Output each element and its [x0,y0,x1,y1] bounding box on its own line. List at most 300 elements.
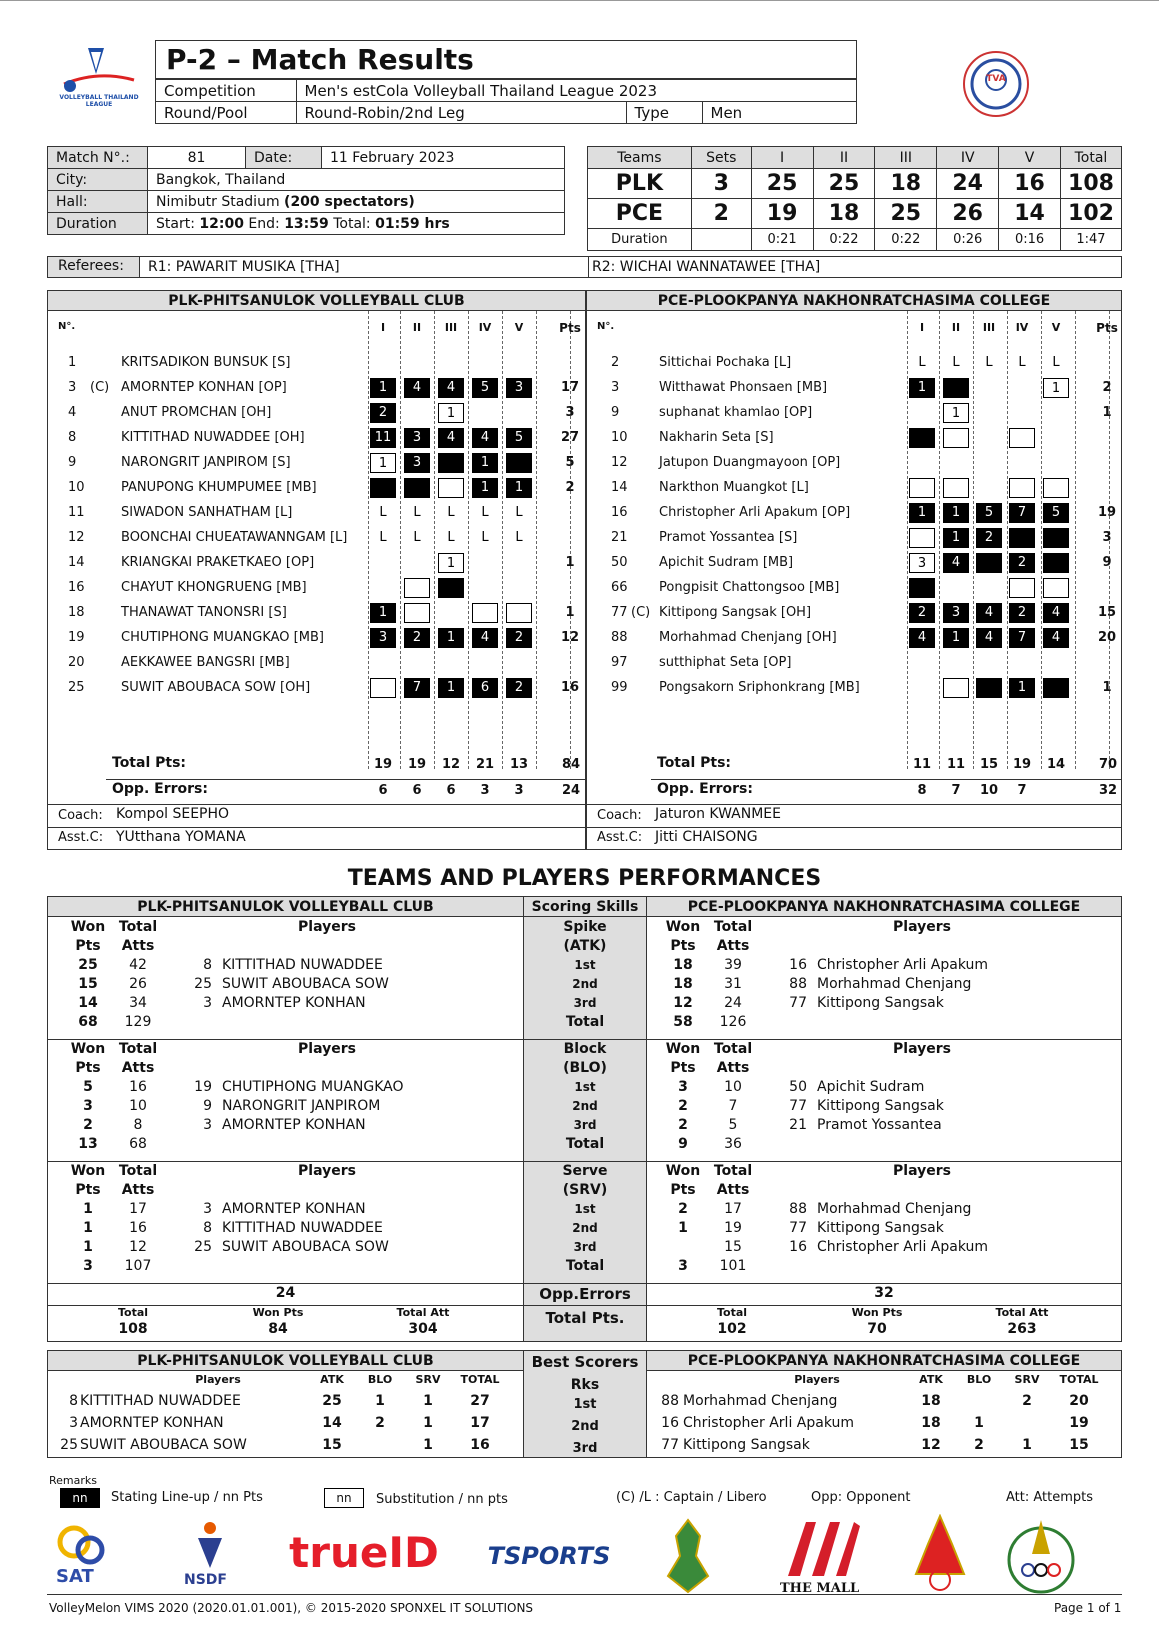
set-cell: 5 [506,428,532,448]
player-row [48,426,585,451]
best-stat: 27 [470,1393,490,1409]
total-atts-value: 8 [133,1117,143,1133]
set-cell: 7 [404,678,430,698]
opp-error-value: 3 [480,783,490,798]
player-captain: (C) [631,605,651,620]
set-total: 21 [475,757,495,772]
set-cell: L [413,530,421,545]
set-total: 11 [912,757,932,772]
score-header: Total [1060,147,1121,169]
set-cell: 3 [404,453,430,473]
player-name: BOONCHAI CHUEATAWANNGAM [L] [121,530,348,545]
pts-label: Pts [75,938,101,954]
player-points: 2 [565,480,575,495]
set-total: 15 [979,757,999,772]
player-name: Nakharin Seta [S] [659,430,774,445]
player-number: 3 [611,380,620,395]
won-pts-value: 12 [673,995,693,1011]
total-label: Total [118,1041,158,1057]
set-cell [404,478,430,498]
player-row [48,451,585,476]
player-points: 17 [560,380,580,395]
player-number: 4 [68,405,77,420]
player-points: 1 [565,555,575,570]
remark-captain-text: (C) /L : Captain / Libero [616,1490,767,1505]
set-cell: L [985,355,993,370]
player-name: Pongsakorn Sriphonkrang [MB] [659,680,860,695]
best-stat: 1 [423,1437,433,1453]
player-row [587,451,1121,476]
set-header: III [444,321,458,334]
best-player-number: 3 [69,1415,78,1431]
perf-player-number: 77 [789,1098,807,1114]
best-stat: 12 [921,1437,941,1453]
player-row [48,626,585,651]
set-total: 11 [946,757,966,772]
best-col-header: Players [794,1373,840,1386]
set-cell: 1 [943,403,969,423]
set-header: IV [1015,321,1029,334]
best-col-header: Players [195,1373,241,1386]
set-cell: 6 [472,678,498,698]
won-pts-value: 1 [83,1239,93,1255]
perf-player-number: 25 [194,976,212,992]
rank-label: 1st [574,1202,596,1216]
players-label: Players [298,1163,356,1179]
won-pts-value: 3 [83,1098,93,1114]
player-row [587,426,1121,451]
total-atts-value: 16 [129,1079,147,1095]
player-name: THANAWAT TANONSRI [S] [121,605,287,620]
set-cell: 1 [1009,678,1035,698]
set-cell: 3 [943,603,969,623]
perf-player-number: 88 [789,1201,807,1217]
summary-value: 84 [268,1321,288,1337]
won-pts-value: 14 [78,995,98,1011]
best-scorers [47,1350,1122,1458]
best-stat: 1 [375,1393,385,1409]
number-header: N°. [597,321,615,332]
total-atts-value: 24 [724,995,742,1011]
remark-sub-box: nn [324,1488,364,1508]
score-header: III [875,147,937,169]
player-number: 21 [611,530,628,545]
rank-label: 3rd [573,1118,597,1132]
skill-code: (ATK) [563,938,607,954]
opp-error-value: 32 [1098,783,1118,798]
player-name: AMORNTEP KONHAN [OP] [121,380,287,395]
player-number: 18 [68,605,85,620]
best-col-header: TOTAL [460,1373,500,1386]
svg-text:SAT: SAT [56,1566,94,1587]
perf-player-number: 88 [789,976,807,992]
set-cell: 1 [472,478,498,498]
trueid-logo: trueID [289,1527,439,1577]
best-player-number: 8 [69,1393,78,1409]
player-number: 97 [611,655,628,670]
total-atts-total: 107 [124,1258,152,1274]
best-stat: 15 [1069,1437,1089,1453]
set-score: 14 [999,199,1061,229]
player-name: Pramot Yossantea [S] [659,530,798,545]
score-header: Sets [691,147,751,169]
won-pts-value: 1 [83,1201,93,1217]
pts-label: Pts [75,1182,101,1198]
set-cell: 2 [1009,553,1035,573]
perf-player-name: AMORNTEP KONHAN [222,1201,366,1217]
player-number: 11 [68,505,85,520]
svg-text:THE MALL: THE MALL [780,1581,860,1596]
set-cell: 3 [370,628,396,648]
won-pts-value: 2 [678,1201,688,1217]
best-player-name: Morhahmad Chenjang [683,1393,838,1409]
best-player-name: Christopher Arli Apakum [683,1415,855,1431]
perf-player-number: 77 [789,1220,807,1236]
won-pts-value: 2 [678,1117,688,1133]
set-cell: 4 [976,628,1002,648]
best-stat: 20 [1069,1393,1089,1409]
set-cell: 4 [438,428,464,448]
set-duration: 0:22 [813,229,875,251]
pts-label: Pts [670,938,696,954]
set-duration: 0:26 [937,229,999,251]
player-name: Morhahmad Chenjang [OH] [659,630,837,645]
player-name: suphanat khamlao [OP] [659,405,813,420]
set-cell: 4 [472,628,498,648]
set-cell: 2 [909,603,935,623]
atts-label: Atts [121,1060,155,1076]
svg-text:NSDF: NSDF [184,1572,227,1588]
crest-logo-1 [660,1516,716,1596]
best-player-name: AMORNTEP KONHAN [80,1415,224,1431]
set-cell: 4 [943,553,969,573]
player-row [587,476,1121,501]
perf-player-number: 16 [789,957,807,973]
player-number: 20 [68,655,85,670]
set-cell: 4 [1043,603,1069,623]
skill-code: (BLO) [563,1060,607,1076]
perf-player-name: CHUTIPHONG MUANGKAO [222,1079,404,1095]
score-header: I [751,147,813,169]
set-cell: 1 [943,528,969,548]
best-stat: 19 [1069,1415,1089,1431]
best-col-header: SRV [415,1373,441,1386]
pts-label: Pts [670,1060,696,1076]
perf-player-name: AMORNTEP KONHAN [222,995,366,1011]
set-score: 18 [875,169,937,199]
best-player-name: KITTITHAD NUWADDEE [80,1393,241,1409]
set-cell: 1 [909,378,935,398]
player-points: 1 [565,605,575,620]
remark-opp-text: Opp: Opponent [811,1490,911,1505]
player-number: 50 [611,555,628,570]
set-cell [472,603,498,623]
coach-label: Coach: [597,808,642,823]
set-cell [943,428,969,448]
won-label: Won [665,1041,701,1057]
won-pts-value: 5 [83,1079,93,1095]
total-atts-value: 42 [129,957,147,973]
total-atts-total: 126 [719,1014,747,1030]
player-number: 19 [68,630,85,645]
set-cell: 5 [472,378,498,398]
summary-label: Total [716,1306,748,1319]
player-number: 14 [611,480,628,495]
player-row [48,551,585,576]
opp-error-value: 6 [412,783,422,798]
total-atts-value: 19 [724,1220,742,1236]
set-cell [1009,578,1035,598]
best-rank: 1st [573,1397,597,1412]
pts-label: Pts [75,1060,101,1076]
player-row [587,651,1121,676]
set-cell: L [515,530,523,545]
summary-value: 108 [118,1321,148,1337]
set-score: 25 [813,169,875,199]
set-total: 70 [1098,757,1118,772]
best-player-number: 88 [661,1393,679,1409]
best-rank: 3rd [572,1441,598,1456]
remark-start-text: Stating Line-up / nn Pts [111,1490,263,1505]
asst-coach-name: Jitti CHAISONG [655,829,758,845]
score-header: Teams [588,147,692,169]
perf-team-a: PLK-PHITSANULOK VOLLEYBALL CLUB [48,897,523,917]
set-cell [976,553,1002,573]
player-number: 12 [611,455,628,470]
won-pts-total: 3 [83,1258,93,1274]
player-row [48,376,585,401]
best-team-a: PLK-PHITSANULOK VOLLEYBALL CLUB [48,1351,523,1371]
rank-label: 1st [574,958,596,972]
set-cell: 1 [506,478,532,498]
player-row [48,601,585,626]
set-duration: 0:22 [875,229,937,251]
asst-coach-label: Asst.C: [597,830,643,845]
league-logo [58,44,140,108]
player-row [587,626,1121,651]
set-header: V [1051,321,1061,334]
points-header: Pts [1096,321,1118,335]
set-cell: 1 [438,403,464,423]
sat-logo [52,1520,110,1590]
coach-name: Jaturon KWANMEE [655,806,781,822]
set-cell [909,578,935,598]
set-cell: L [447,505,455,520]
won-pts-value: 2 [83,1117,93,1133]
perf-player-number: 8 [203,957,212,973]
player-name: SUWIT ABOUBACA SOW [OH] [121,680,311,695]
team-name: PCE-PLOOKPANYA NAKHONRATCHASIMA COLLEGE [587,291,1121,311]
points-header: Pts [559,321,581,335]
players-label: Players [893,1163,951,1179]
summary-label: Won Pts [252,1306,304,1319]
player-points: 5 [565,455,575,470]
perf-title: TEAMS AND PLAYERS PERFORMANCES [347,866,822,891]
player-number: 9 [611,405,620,420]
player-points: 19 [1097,505,1117,520]
skill-total-label: Total [565,1258,605,1274]
set-cell: 1 [1043,378,1069,398]
coach-label: Coach: [58,808,103,823]
best-stat: 1 [423,1415,433,1431]
set-total: 19 [1012,757,1032,772]
set-header: V [514,321,524,334]
skill-total-label: Total [565,1136,605,1152]
asst-coach-name: YUtthana YOMANA [116,829,246,845]
player-points: 3 [1102,530,1112,545]
perf-player-number: 3 [203,995,212,1011]
set-cell [1043,553,1069,573]
player-row [48,526,585,551]
set-cell [1043,478,1069,498]
player-number: 88 [611,630,628,645]
player-name: Narkthon Muangkot [L] [659,480,809,495]
referees-label: Referees: [48,257,140,277]
set-cell: L [1018,355,1026,370]
set-cell: 4 [976,603,1002,623]
player-row [587,351,1121,376]
perf-player-number: 8 [203,1220,212,1236]
round-label: Round/Pool [156,102,296,124]
player-name: KRIANGKAI PRAKETKAEO [OP] [121,555,315,570]
player-number: 9 [68,455,77,470]
footer-copyright: VolleyMelon VIMS 2020 (2020.01.01.001), © 2015-2020 SPONXEL IT SOLUTIONS [49,1601,534,1615]
won-label: Won [665,919,701,935]
set-cell: 1 [438,553,464,573]
set-cell: L [379,530,387,545]
perf-player-name: Kittipong Sangsak [817,995,944,1011]
player-row [48,476,585,501]
set-header: II [951,321,961,334]
player-number: 16 [68,580,85,595]
city-value: Bangkok, Thailand [148,169,565,191]
player-name: CHUTIPHONG MUANGKAO [MB] [121,630,324,645]
set-cell [1009,528,1035,548]
set-cell: 4 [909,628,935,648]
set-cell: 2 [1009,603,1035,623]
referees-bar [47,256,1122,278]
pts-label: Pts [670,1182,696,1198]
set-duration [691,229,751,251]
set-cell: 3 [404,428,430,448]
nsdf-logo [180,1518,240,1594]
set-cell [943,378,969,398]
opp-errors-label: Opp. Errors: [657,781,753,797]
best-stat: 2 [974,1437,984,1453]
won-label: Won [70,1163,106,1179]
player-row [587,526,1121,551]
player-number: 12 [68,530,85,545]
set-cell: 2 [506,628,532,648]
set-cell: 2 [976,528,1002,548]
set-cell [1043,678,1069,698]
best-stat: 2 [375,1415,385,1431]
player-points: 12 [560,630,580,645]
player-row [587,576,1121,601]
set-cell [1009,428,1035,448]
player-row [587,676,1121,701]
best-col-header: SRV [1014,1373,1040,1386]
perf-player-name: Christopher Arli Apakum [817,957,989,973]
set-header: III [982,321,996,334]
player-number: 77 [611,605,628,620]
duration-label: Duration [48,213,148,235]
player-number: 2 [611,355,620,370]
set-total: 19 [407,757,427,772]
player-name: sutthiphat Seta [OP] [659,655,792,670]
set-cell: 1 [438,678,464,698]
player-number: 1 [68,355,77,370]
perf-player-name: KITTITHAD NUWADDEE [222,1220,383,1236]
player-row [48,676,585,701]
competition-label: Competition [156,80,296,102]
best-col-header: BLO [367,1373,393,1386]
best-stat: 25 [322,1393,342,1409]
set-header: I [380,321,386,334]
set-cell: 2 [404,628,430,648]
best-player-number: 16 [661,1415,679,1431]
team-name: PLK-PHITSANULOK VOLLEYBALL CLUB [48,291,585,311]
set-cell [506,603,532,623]
won-pts-total: 9 [678,1136,688,1152]
perf-player-number: 25 [194,1239,212,1255]
best-stat: 17 [470,1415,490,1431]
total-atts-value: 34 [129,995,147,1011]
atts-label: Atts [716,1060,750,1076]
skill-name: Block [563,1041,607,1057]
set-score: 16 [999,169,1061,199]
performances-table [47,896,1122,1342]
total-atts-total: 68 [129,1136,147,1152]
total-label: Total [713,919,753,935]
perf-player-name: Apichit Sudram [817,1079,925,1095]
best-stat: 18 [921,1415,941,1431]
set-total: 19 [373,757,393,772]
player-row [587,601,1121,626]
set-duration: 1:47 [1060,229,1121,251]
set-cell: 3 [506,378,532,398]
set-total: 14 [1046,757,1066,772]
opp-error-value: 6 [378,783,388,798]
player-row [48,401,585,426]
set-score: 2 [691,199,751,229]
set-duration: 0:16 [999,229,1061,251]
set-cell: L [515,505,523,520]
rank-label: 2nd [572,977,598,991]
player-name: AEKKAWEE BANGSRI [MB] [121,655,290,670]
total-atts-value: 17 [724,1201,742,1217]
tsports-logo: TSPORTS [487,1542,611,1570]
won-pts-value: 25 [78,957,98,973]
set-cell [943,678,969,698]
summary-value: 304 [408,1321,438,1337]
perf-player-name: SUWIT ABOUBACA SOW [222,1239,389,1255]
opp-error-value: 10 [979,783,999,798]
perf-player-number: 19 [194,1079,212,1095]
player-row [48,501,585,526]
set-cell [943,478,969,498]
won-pts-total: 3 [678,1258,688,1274]
player-name: Witthawat Phonsaen [MB] [659,380,828,395]
perf-player-number: 16 [789,1239,807,1255]
set-cell [506,453,532,473]
score-header: IV [937,147,999,169]
total-points-label: Total Pts: [657,755,732,771]
skill-name: Spike [563,919,607,935]
set-cell: 1 [370,378,396,398]
set-header: I [919,321,925,334]
total-label: Total [713,1163,753,1179]
